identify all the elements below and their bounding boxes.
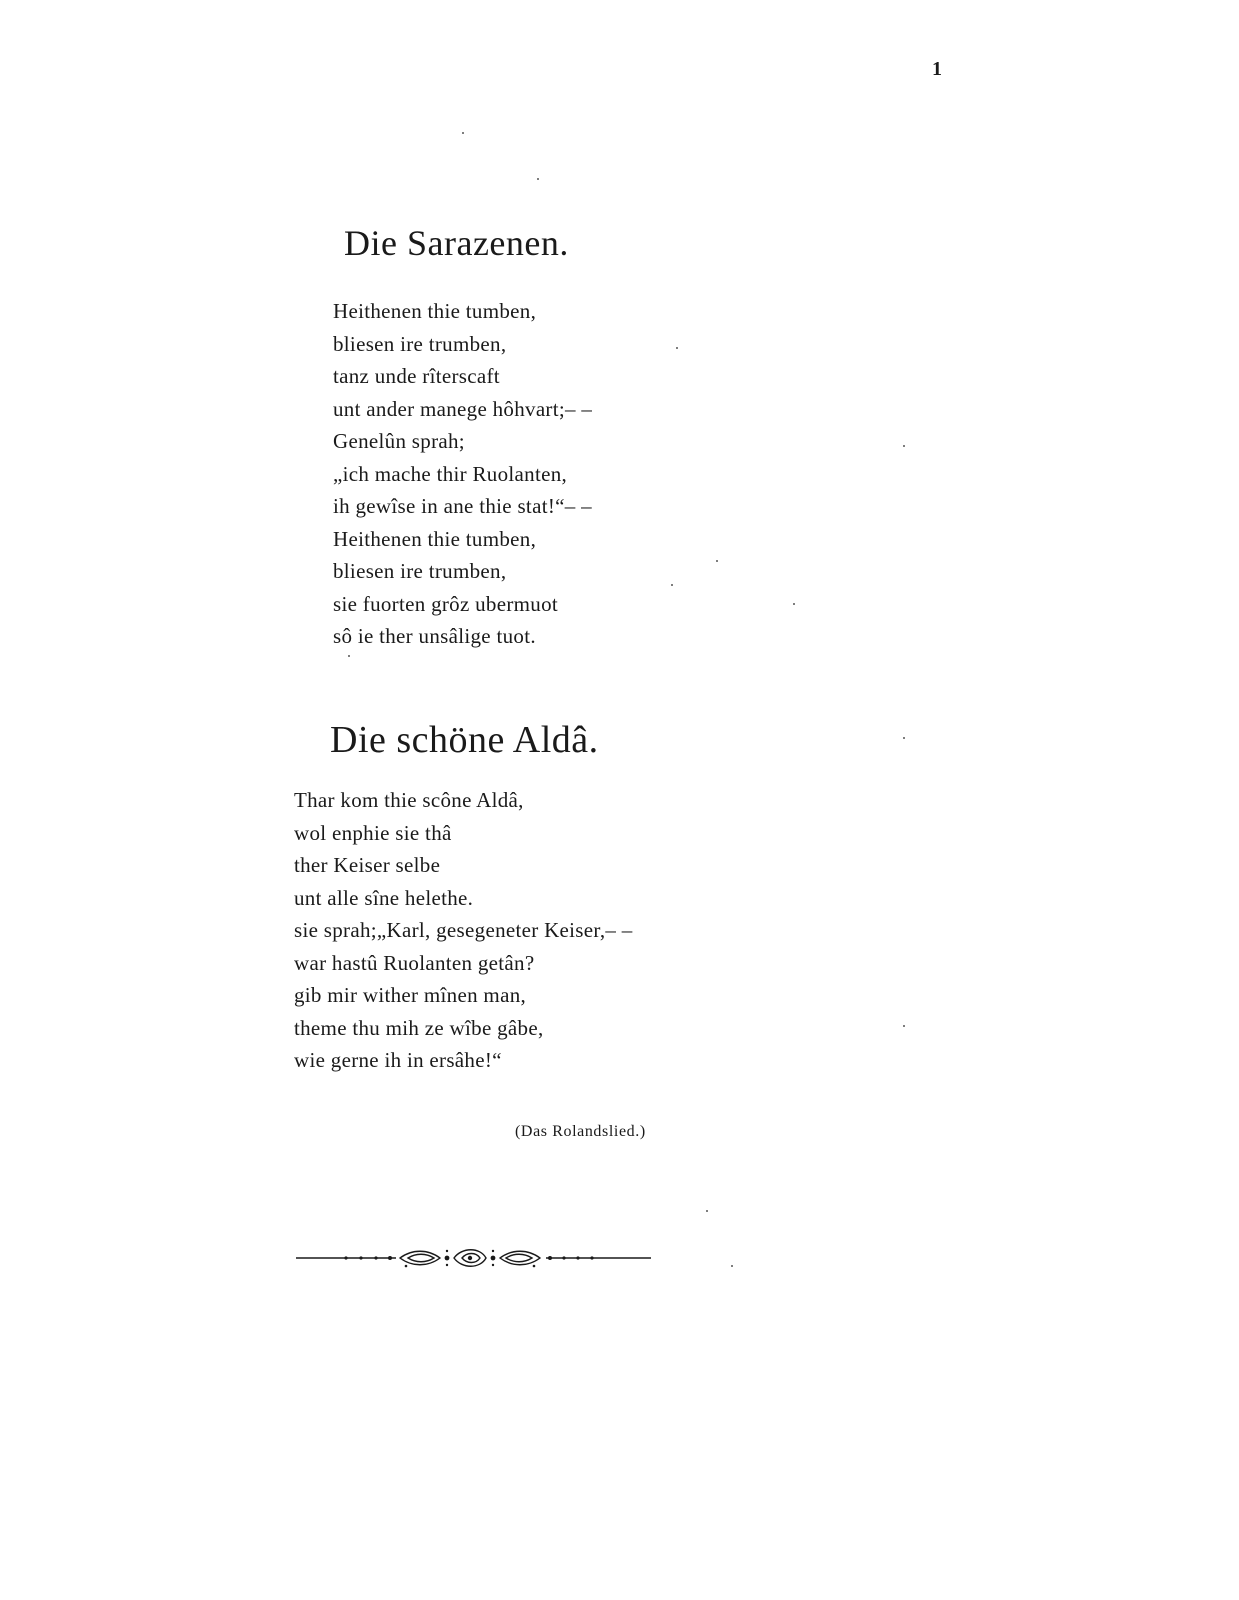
verse-line: unt alle sîne helethe. <box>294 885 474 910</box>
verse-line: Heithenen thie tumben, <box>333 299 537 323</box>
verse-line: bliesen ire trumben, <box>333 331 507 356</box>
verse-line: sie sprah;„Karl, gesegeneter Keiser,– – <box>294 918 633 942</box>
verse-line: sie fuorten grôz ubermuot <box>333 591 559 616</box>
verse-line: Heithenen thie tumben, <box>333 526 537 551</box>
verse-line: Genelûn sprah; <box>333 429 465 453</box>
poem-body-alda <box>294 784 633 1077</box>
scan-speck <box>462 132 464 134</box>
verse-line: war hastû Ruolanten getân? <box>294 950 535 975</box>
verse-line: ih gewîse in ane thie stat!“– – <box>333 494 592 518</box>
verse-line: Thar kom thie scône Aldâ, <box>294 788 524 812</box>
poem-title-sarazenen: Die Sarazenen. <box>344 223 569 263</box>
scan-speck <box>903 445 905 447</box>
scan-speck <box>903 1025 905 1027</box>
verse-line: gib mir wither mînen man, <box>294 983 527 1007</box>
verse-line: sô ie ther unsâlige tuot. <box>333 624 536 648</box>
scan-speck <box>676 347 678 349</box>
scan-speck <box>793 603 795 605</box>
scan-speck <box>903 737 905 739</box>
poem-body-sarazenen <box>333 295 592 653</box>
verse-line: wie gerne ih in ersâhe!“ <box>294 1048 502 1072</box>
verse-line: wol enphie sie thâ <box>294 820 452 845</box>
poem-title-alda: Die schöne Aldâ. <box>330 719 599 761</box>
scan-speck <box>671 584 673 586</box>
page-number: 1 <box>932 58 942 80</box>
scan-speck <box>537 178 539 180</box>
scan-speck <box>348 655 350 657</box>
scan-speck <box>716 560 718 562</box>
scan-speck <box>731 1265 733 1267</box>
verse-line: unt ander manege hôhvart;– – <box>333 396 593 421</box>
verse-line: bliesen ire trumben, <box>333 559 507 583</box>
verse-line: tanz unde rîterscaft <box>333 364 500 388</box>
verse-line: „ich mache thir Ruolanten, <box>333 461 568 486</box>
source-citation: (Das Rolandslied.) <box>515 1123 646 1140</box>
scan-speck <box>706 1210 708 1212</box>
verse-line: theme thu mih ze wîbe gâbe, <box>294 1015 544 1040</box>
verse-line: ther Keiser selbe <box>294 853 441 877</box>
ornamental-divider-icon <box>296 1243 656 1273</box>
